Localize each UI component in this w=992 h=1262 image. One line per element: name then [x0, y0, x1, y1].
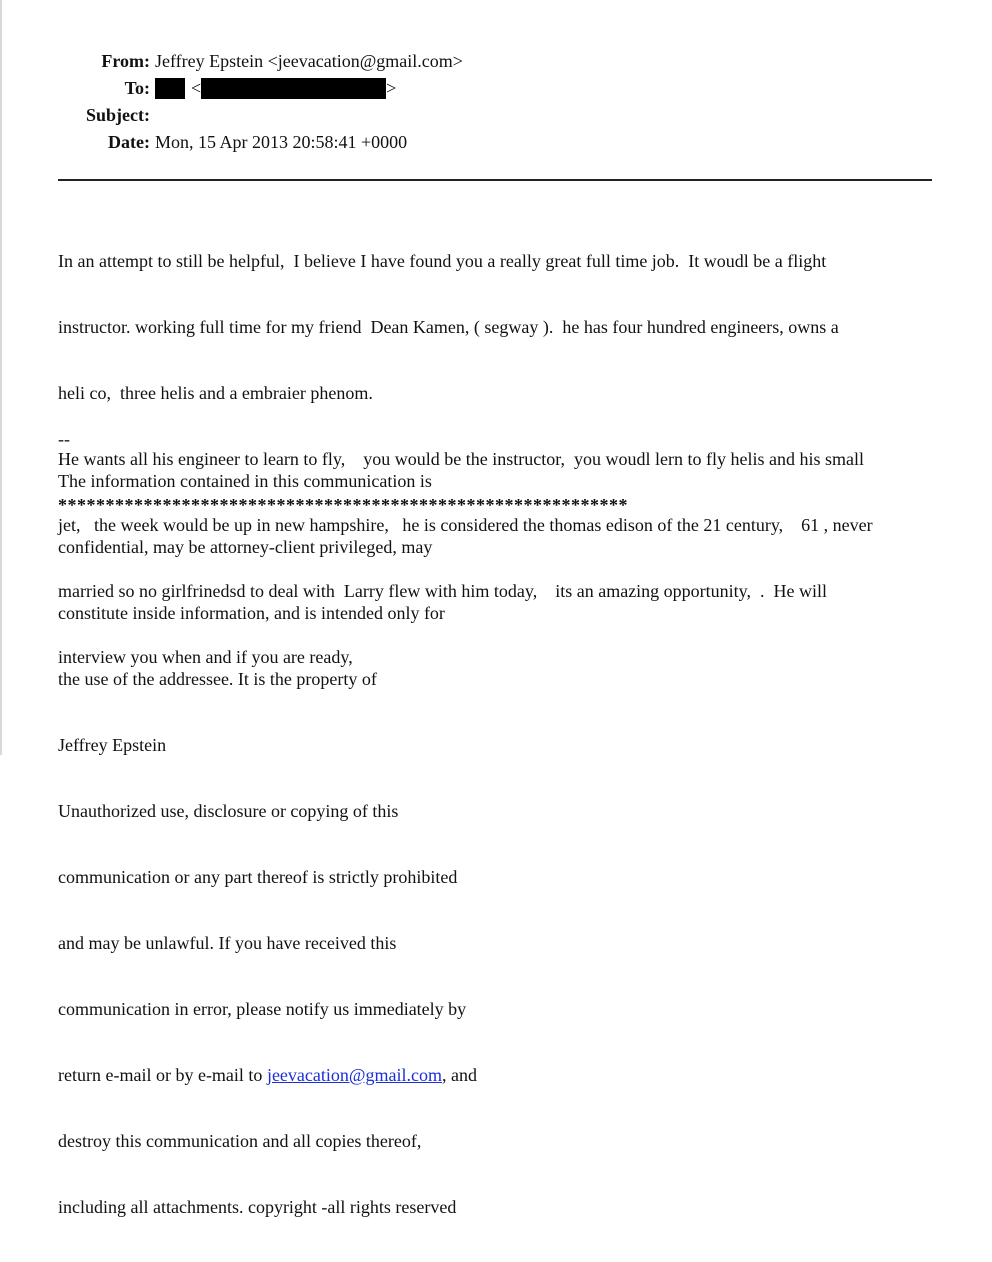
to-row	[62, 75, 463, 102]
email-headers	[62, 48, 463, 156]
disclaimer-line: The information contained in this communication is	[58, 471, 432, 491]
body-line: married so no girlfrinedsd to deal with Larry flew with him today, its an amazing opportunity, . He will	[58, 581, 827, 601]
from-row	[62, 48, 463, 75]
body-line: He wants all his engineer to learn to fly, you would be the instructor, you woudl lern to fly helis and his small	[58, 449, 864, 469]
disclaimer-line: Unauthorized use, disclosure or copying of this	[58, 801, 399, 821]
return-suffix: , and	[441, 1065, 477, 1085]
disclaimer-line: the use of the addressee. It is the property of	[58, 669, 377, 689]
body-line: In an attempt to still be helpful, I believe I have found you a really great full time job. It woudl be a flight	[58, 251, 827, 271]
date-label: Date:	[108, 132, 150, 152]
header-divider	[58, 179, 932, 181]
redacted-email-block	[201, 78, 386, 99]
disclaimer-line: including all attachments. copyright -all rights reserved	[58, 1197, 457, 1217]
disclaimer-line: and may be unlawful. If you have received this	[58, 933, 397, 953]
body-line: heli co, three helis and a embraier phenom.	[58, 383, 373, 403]
return-prefix: return e-mail or by e-mail to	[58, 1065, 267, 1085]
subject-row	[62, 102, 463, 129]
to-close-bracket: >	[386, 78, 397, 98]
body-line: interview you when and if you are ready,	[58, 647, 353, 667]
disclaimer-return-line	[58, 1064, 477, 1086]
disclaimer-line: Jeffrey Epstein	[58, 735, 167, 755]
email-link[interactable]: jeevacation@gmail.com	[266, 1065, 442, 1085]
to-label: To:	[124, 78, 150, 98]
disclaimer-line: communication in error, please notify us immediately by	[58, 999, 467, 1019]
date-row	[62, 129, 463, 156]
confidentiality-disclaimer	[58, 426, 477, 1262]
redacted-name-block	[155, 78, 185, 99]
body-line: jet, the week would be up in new hampshire, he is considered the thomas edison of the 21 century, 61 , never	[58, 515, 873, 535]
subject-label: Subject:	[86, 105, 150, 125]
disclaimer-line: destroy this communication and all copies thereof,	[58, 1131, 422, 1151]
disclaimer-line: confidential, may be attorney-client privileged, may	[58, 537, 433, 557]
to-open-bracket: <	[191, 78, 202, 98]
body-line: instructor. working full time for my friend Dean Kamen, ( segway ). he has four hundred engineers, owns a	[58, 317, 839, 337]
from-label: From:	[101, 51, 150, 71]
signature-stars: ************************************************************	[58, 495, 628, 515]
signature-dashes: --	[58, 429, 70, 449]
disclaimer-line: constitute inside information, and is intended only for	[58, 603, 445, 623]
from-value: Jeffrey Epstein <jeevacation@gmail.com>	[155, 51, 463, 71]
date-value: Mon, 15 Apr 2013 20:58:41 +0000	[155, 132, 408, 152]
disclaimer-line: communication or any part thereof is strictly prohibited	[58, 867, 458, 887]
